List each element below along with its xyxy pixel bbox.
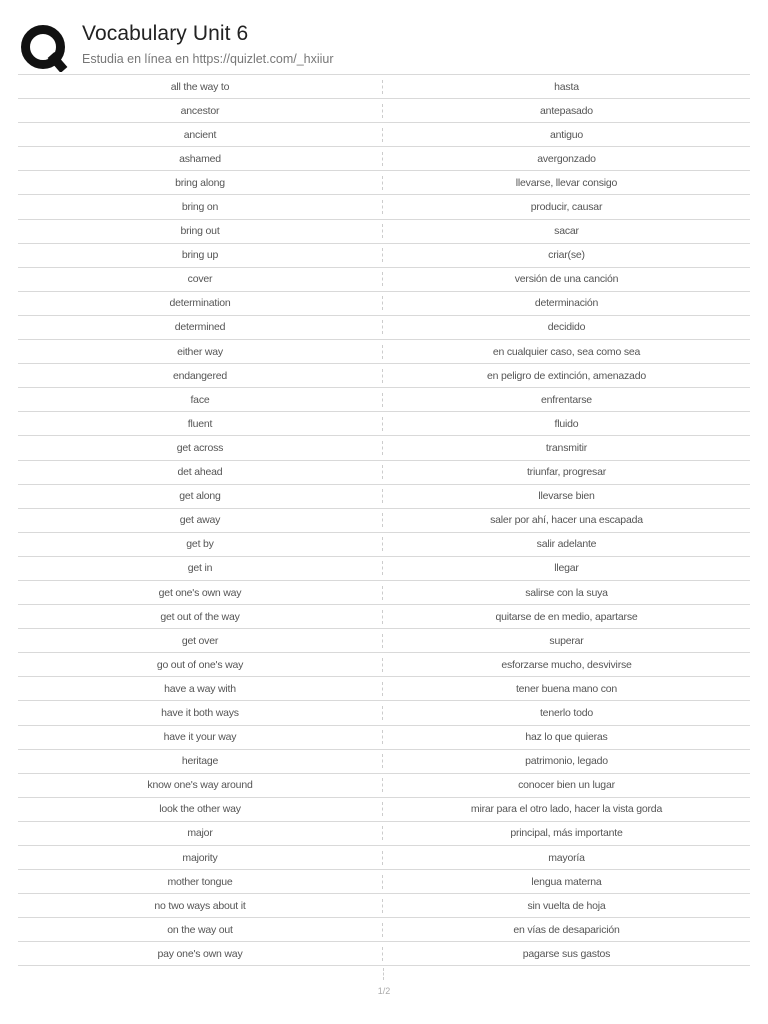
vocab-row <box>18 605 750 629</box>
term-cell: endangered <box>172 369 228 382</box>
vocab-row <box>18 726 750 750</box>
term-cell: bring out <box>180 225 220 238</box>
definition-cell: esforzarse mucho, desvivirse <box>501 658 632 671</box>
vocab-row <box>18 581 750 605</box>
footer-divider <box>383 968 384 980</box>
page-header <box>18 22 750 74</box>
vocab-row <box>18 195 750 219</box>
vocab-row <box>18 918 750 942</box>
definition-cell: patrimonio, legado <box>525 755 608 768</box>
vocab-row <box>18 677 750 701</box>
term-cell: no two ways about it <box>154 899 246 912</box>
definition-cell: pagarse sus gastos <box>522 947 611 960</box>
vocab-row <box>18 894 750 918</box>
vocab-row <box>18 340 750 364</box>
term-cell: bring up <box>181 249 219 262</box>
vocab-row <box>18 171 750 195</box>
definition-cell: antiguo <box>549 128 584 141</box>
definition-cell: determinación <box>534 297 599 310</box>
study-link-text: Estudia en línea en https://quizlet.com/_hxiiur <box>82 52 334 66</box>
definition-cell: en cualquier caso, sea como sea <box>492 345 641 358</box>
definition-cell: salirse con la suya <box>525 586 608 599</box>
definition-cell: fluido <box>554 417 579 430</box>
definition-cell: superar <box>549 634 584 647</box>
vocab-row <box>18 388 750 412</box>
term-cell: ashamed <box>179 152 221 165</box>
definition-cell: principal, más importante <box>510 827 623 840</box>
vocab-row <box>18 123 750 147</box>
vocab-row <box>18 99 750 123</box>
vocab-row <box>18 220 750 244</box>
definition-cell: haz lo que quieras <box>525 731 608 744</box>
definition-cell: triunfar, progresar <box>526 466 607 479</box>
vocab-row <box>18 942 750 966</box>
term-cell: either way <box>177 345 223 358</box>
vocab-row <box>18 701 750 725</box>
definition-cell: versión de una canción <box>514 273 619 286</box>
definition-cell: sin vuelta de hoja <box>527 899 606 912</box>
term-cell: face <box>190 393 210 406</box>
term-cell: bring on <box>181 201 219 214</box>
vocab-row <box>18 653 750 677</box>
vocab-row <box>18 75 750 99</box>
vocab-row <box>18 292 750 316</box>
quizlet-q-logo-icon <box>20 24 68 72</box>
vocab-row <box>18 412 750 436</box>
term-cell: ancestor <box>180 104 220 117</box>
term-cell: have a way with <box>164 682 236 695</box>
vocab-row <box>18 436 750 460</box>
definition-cell: antepasado <box>540 104 593 117</box>
vocab-row <box>18 485 750 509</box>
definition-cell: llevarse, llevar consigo <box>515 176 618 189</box>
definition-cell: criar(se) <box>548 249 585 262</box>
term-cell: look the other way <box>159 803 241 816</box>
term-cell: get away <box>179 514 221 527</box>
term-cell: have it both ways <box>161 706 239 719</box>
term-cell: determination <box>169 297 231 310</box>
term-cell: fluent <box>187 417 213 430</box>
definition-cell: mirar para el otro lado, hacer la vista gorda <box>470 803 663 816</box>
vocab-row <box>18 846 750 870</box>
definition-cell: tenerlo todo <box>539 706 594 719</box>
definition-cell: llevarse bien <box>538 490 595 503</box>
vocab-row <box>18 316 750 340</box>
definition-cell: producir, causar <box>530 201 603 214</box>
vocab-row <box>18 870 750 894</box>
set-title: Vocabulary Unit 6 <box>82 22 249 45</box>
definition-cell: decidido <box>547 321 586 334</box>
term-cell: det ahead <box>177 466 223 479</box>
term-cell: get along <box>179 490 221 503</box>
term-cell: majority <box>182 851 218 864</box>
definition-cell: conocer bien un lugar <box>518 779 615 792</box>
vocab-row <box>18 557 750 581</box>
vocab-row <box>18 750 750 774</box>
definition-cell: avergonzado <box>537 152 596 165</box>
term-cell: on the way out <box>167 923 233 936</box>
term-cell: get by <box>186 538 214 551</box>
definition-cell: en vías de desaparición <box>513 923 620 936</box>
definition-cell: hasta <box>554 80 579 93</box>
vocab-row <box>18 509 750 533</box>
definition-cell: salir adelante <box>536 538 597 551</box>
vocab-row <box>18 822 750 846</box>
term-cell: get in <box>187 562 213 575</box>
vocab-row <box>18 774 750 798</box>
term-cell: mother tongue <box>167 875 233 888</box>
definition-cell: quitarse de en medio, apartarse <box>495 610 638 623</box>
term-cell: pay one's own way <box>157 947 243 960</box>
definition-cell: lengua materna <box>531 875 602 888</box>
term-cell: determined <box>174 321 226 334</box>
definition-cell: en peligro de extinción, amenazado <box>487 369 646 382</box>
page-number: 1/2 <box>377 986 391 996</box>
vocab-row <box>18 244 750 268</box>
term-cell: know one's way around <box>147 779 253 792</box>
term-cell: get over <box>181 634 219 647</box>
definition-cell: mayoría <box>548 851 585 864</box>
definition-cell: saler por ahí, hacer una escapada <box>490 514 643 527</box>
term-cell: bring along <box>175 176 225 189</box>
definition-cell: tener buena mano con <box>515 682 618 695</box>
vocab-row <box>18 364 750 388</box>
term-cell: cover <box>187 273 213 286</box>
vocab-row <box>18 629 750 653</box>
term-cell: get across <box>176 441 224 454</box>
vocab-row <box>18 461 750 485</box>
term-cell: heritage <box>181 755 219 768</box>
term-cell: go out of one's way <box>156 658 244 671</box>
vocab-row <box>18 268 750 292</box>
vocab-row <box>18 147 750 171</box>
definition-cell: transmitir <box>545 441 588 454</box>
definition-cell: enfrentarse <box>541 393 592 406</box>
vocabulary-table <box>18 74 750 966</box>
definition-cell: sacar <box>554 225 579 238</box>
vocab-row <box>18 798 750 822</box>
vocab-row <box>18 533 750 557</box>
term-cell: have it your way <box>163 731 237 744</box>
term-cell: get out of the way <box>160 610 240 623</box>
term-cell: all the way to <box>170 80 230 93</box>
term-cell: major <box>187 827 213 840</box>
definition-cell: llegar <box>554 562 579 575</box>
term-cell: ancient <box>183 128 217 141</box>
term-cell: get one's own way <box>158 586 242 599</box>
